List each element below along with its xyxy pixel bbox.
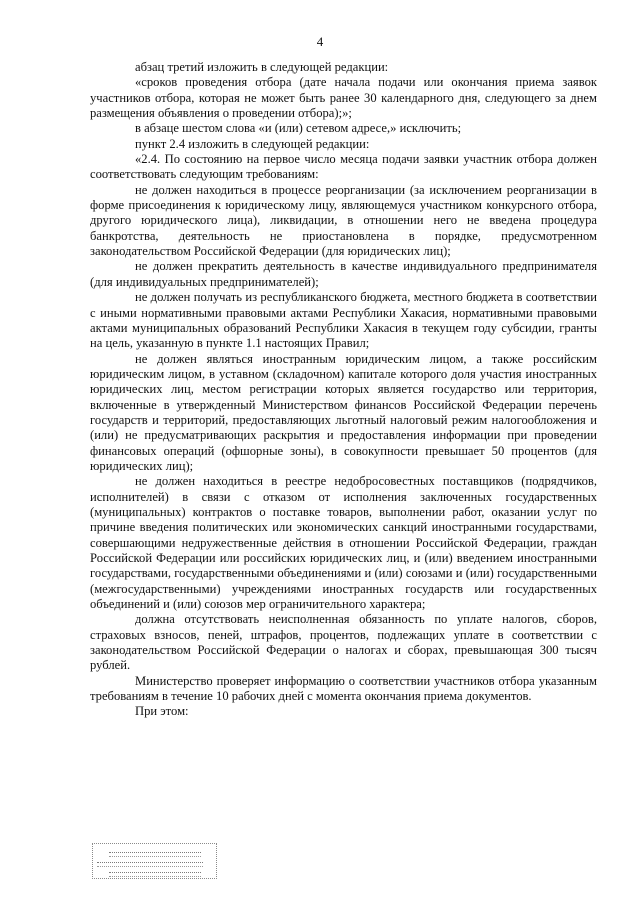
paragraph: не должен прекратить деятельность в качестве индивидуального предпринимателя (для индивидуальных предпринимателей); <box>90 259 597 289</box>
paragraph: «2.4. По состоянию на первое число месяца подачи заявки участник отбора должен соответствовать следующим требованиям: <box>90 152 597 182</box>
paragraph: пункт 2.4 изложить в следующей редакции: <box>135 136 370 151</box>
stamp-line <box>97 862 203 867</box>
paragraph: абзац третий изложить в следующей редакции: <box>135 60 389 74</box>
paragraph: не должен получать из республиканского бюджета, местного бюджета в соответствии с иными нормативными правовыми актами Республики Хакасия, нормативными правовыми актами муниципальных образований Республики Хакасия в текущем году субсидии, гранты на цель, указанную в пункте 1.1 настоящих Правил; <box>90 290 597 351</box>
paragraph: не должен являться иностранным юридическим лицом, а также российским юридическим лицом, в уставном (складочном) капитале которого доля участия иностранных юридических лиц, местом регистрации которых является государство или территория, включенные в утвержденный Министерством финансов Российской Федерации перечень государств и территорий, предоставляющих льготный налоговый режим налогообложения и (или) не предусматривающих раскрытия и предоставления информации при проведении финансовых операций (офшорные зоны), в совокупности превышает 50 процентов (для юридических лиц); <box>90 351 597 473</box>
paragraph: в абзаце шестом слова «и (или) сетевом адресе,» исключить; <box>135 121 462 136</box>
paragraph: При этом: <box>135 704 189 719</box>
paragraph: «сроков проведения отбора (дате начала подачи или окончания приема заявок участников отбора, которая не может быть ранее 30 календарного дня, следующего за днем размещения объявления о проведении отбора);»; <box>90 75 597 121</box>
stamp-line <box>109 852 201 857</box>
paragraph: Министерство проверяет информацию о соответствии участников отбора указанным требованиям в течение 10 рабочих дней с момента окончания приема документов. <box>90 673 597 704</box>
paragraph: должна отсутствовать неисполненная обязанность по уплате налогов, сборов, страховых взносов, пеней, штрафов, процентов, подлежащих уплате в соответствии с законодательством Российской Федерации о налогах и сборах, превышающая 300 тысяч рублей. <box>90 612 597 673</box>
page-number: 4 <box>316 34 324 49</box>
paragraph: не должен находиться в реестре недобросовестных поставщиков (подрядчиков, исполнителей) в связи с отказом от исполнения заключенных государственных (муниципальных) контрактов о поставке товаров, выполнении работ, оказании услуг по причине введения политических или экономических санкций иностранными государствами, совершающими недружественные действия в отношении Российской Федерации, граждан Российской Федерации или российских юридических лиц, и (или) введением иностранными государствами, государственными объединениями и (или) союзами и (или) государственными (межгосударственными) учреждениями иностранных государств или государственных объединений и (или) союзов мер ограничительного характера; <box>90 474 597 612</box>
stamp-line <box>109 872 201 877</box>
document-stamp <box>92 843 217 879</box>
paragraph: не должен находиться в процессе реорганизации (за исключением реорганизации в форме присоединения к юридическому лицу, являющемуся участником конкурсного отбора, другого юридического лица), ликвидации, в отношении него не введена процедура банкротства, деятельность не приостановлена в порядке, предусмотренном законодательством Российской Федерации (для юридических лиц); <box>90 182 597 259</box>
document-body <box>90 60 597 720</box>
